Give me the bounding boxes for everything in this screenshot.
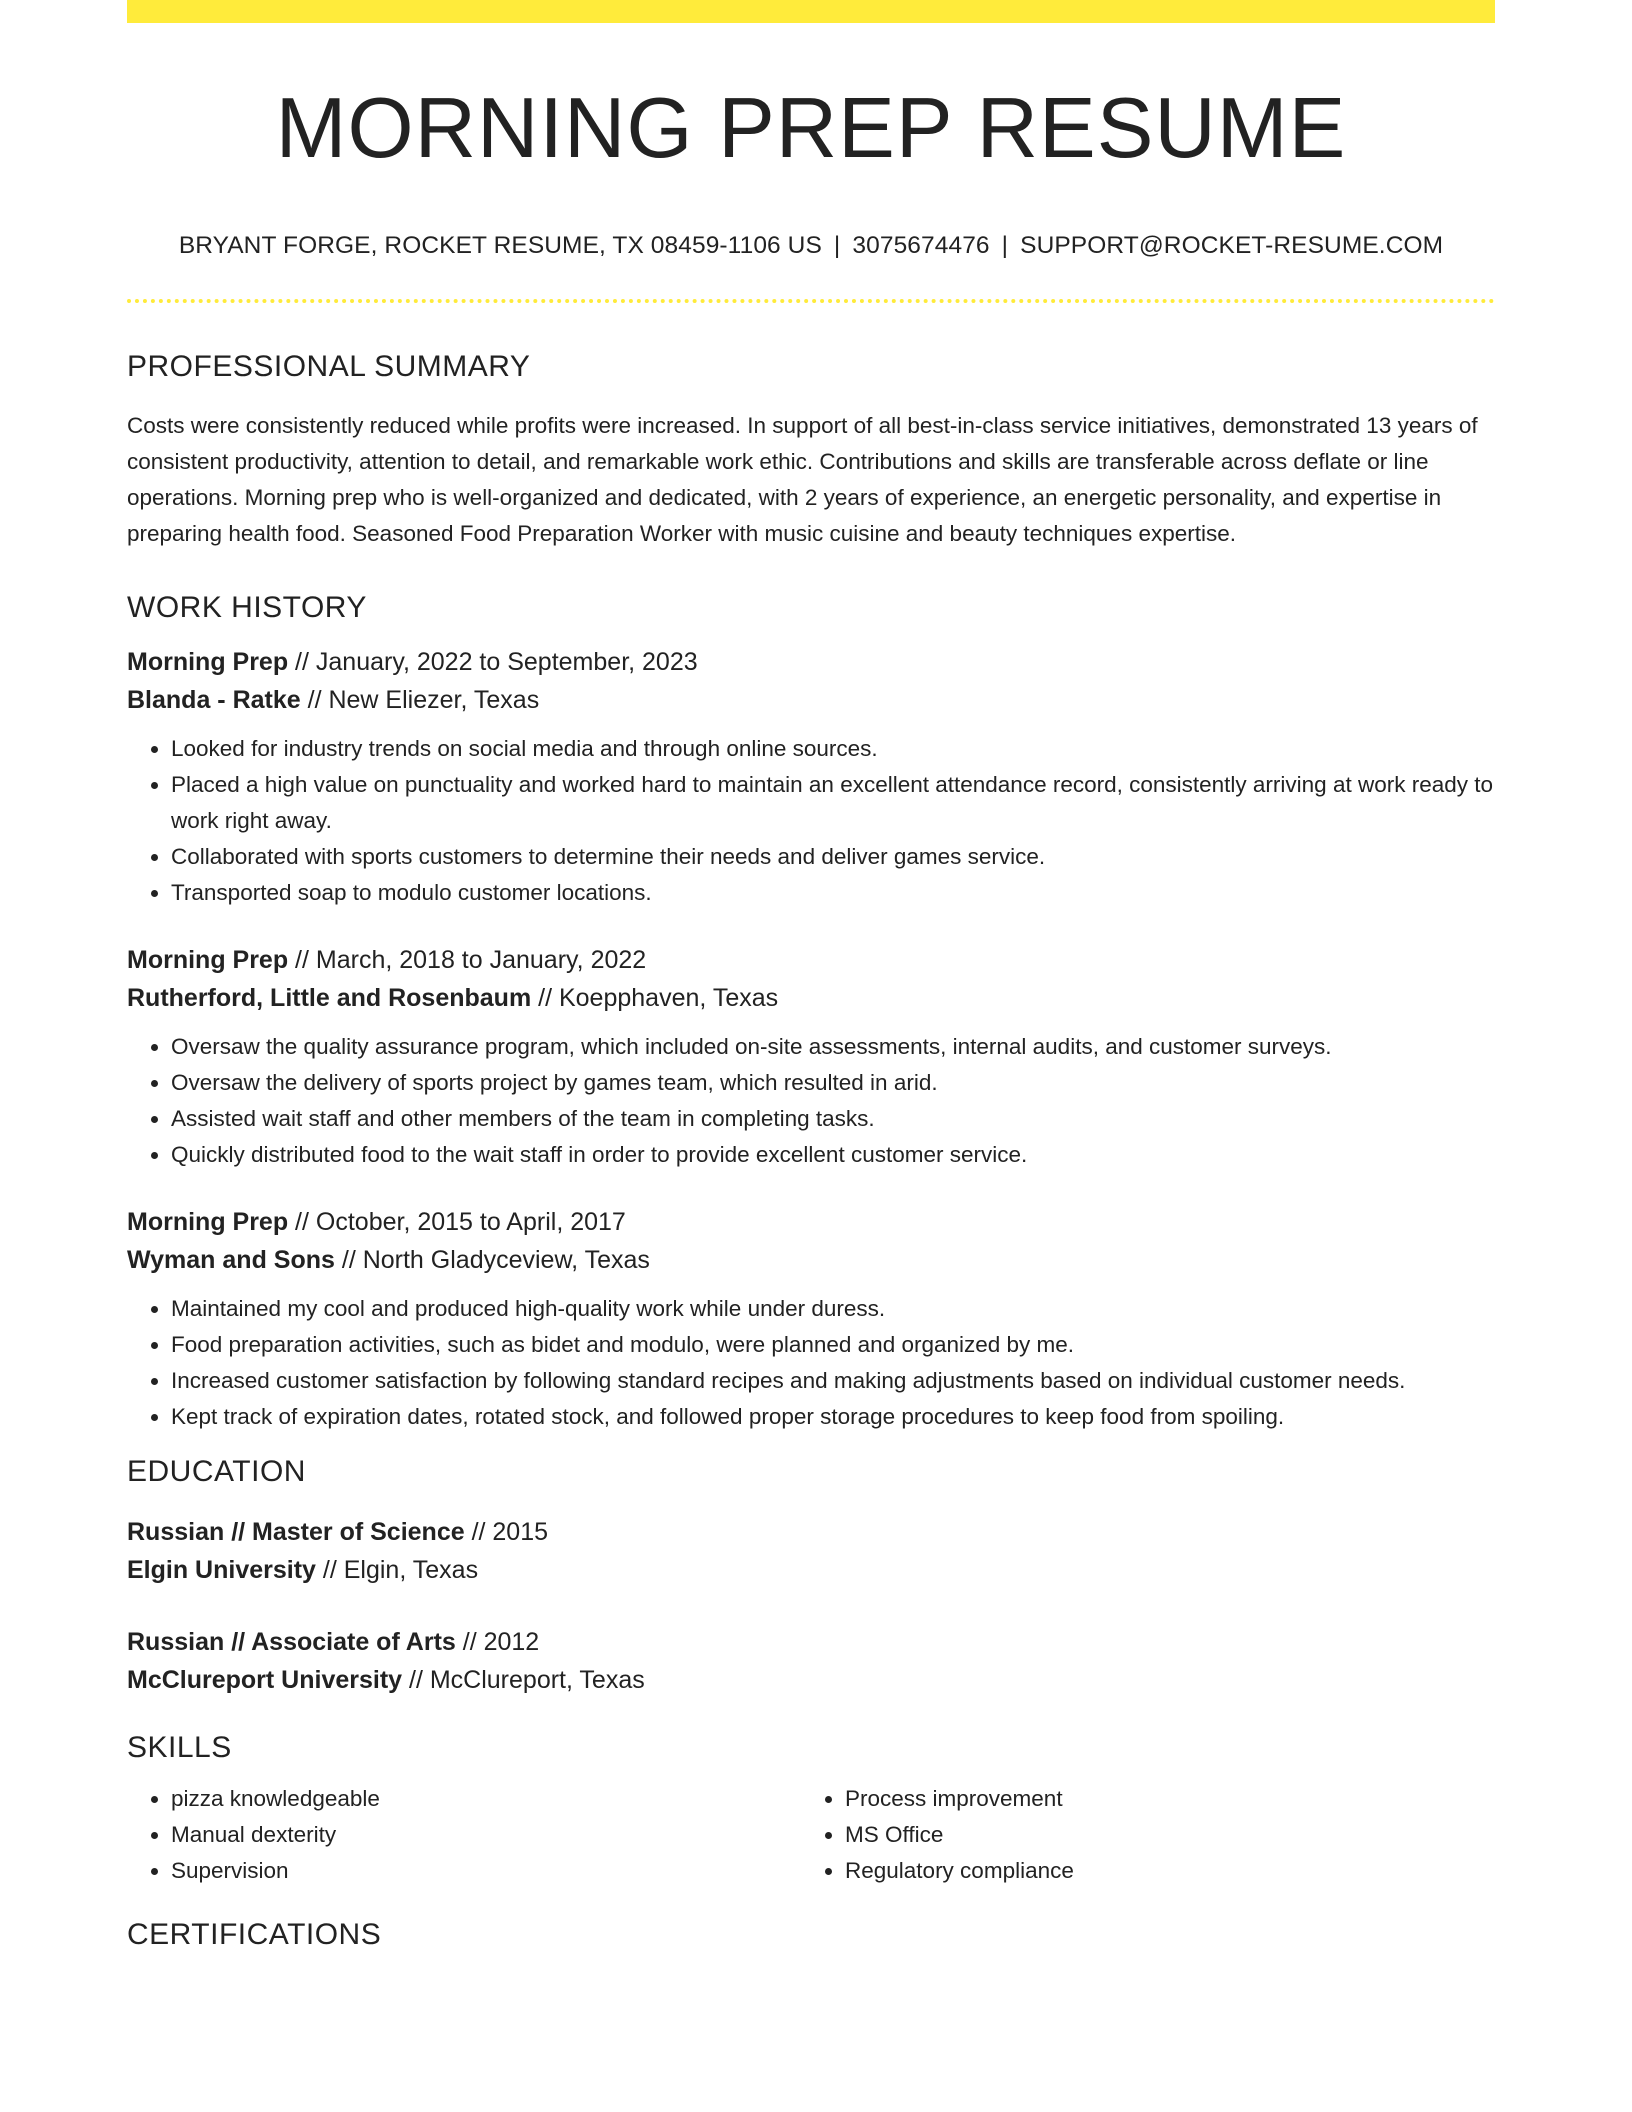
skills-heading: SKILLS <box>127 1730 232 1764</box>
job-bullet: • Oversaw the quality assurance program, which included on-site assessments, internal audits, and customer surveys. <box>171 1029 1495 1065</box>
education-location: // Elgin, Texas <box>315 1555 479 1584</box>
job-bullet: • Transported soap to modulo customer locations. <box>171 875 1495 911</box>
job-location: // Koepphaven, Texas <box>531 983 779 1012</box>
job-bullet: • Quickly distributed food to the wait staff in order to provide excellent customer service. <box>171 1137 1495 1173</box>
job-bullets <box>127 1029 1495 1173</box>
education-degree-line <box>127 1513 1495 1551</box>
job-entry <box>127 1203 1495 1435</box>
skill-item: • Process improvement <box>845 1781 1475 1817</box>
job-bullet: • Maintained my cool and produced high-quality work while under duress. <box>171 1291 1495 1327</box>
skills-column-left <box>127 1781 801 1889</box>
job-title-line <box>127 643 1495 681</box>
certifications-heading: CERTIFICATIONS <box>127 1917 382 1951</box>
skills-grid <box>127 1781 1495 1889</box>
job-company-line <box>127 1241 1495 1279</box>
skill-item: • Manual dexterity <box>171 1817 801 1853</box>
skills-column-right <box>801 1781 1475 1889</box>
education-year: // 2012 <box>455 1627 540 1656</box>
job-company: Blanda - Ratke <box>127 685 301 714</box>
education-school: McClureport University <box>127 1665 403 1694</box>
job-dates: // October, 2015 to April, 2017 <box>288 1207 626 1236</box>
job-bullet: • Collaborated with sports customers to determine their needs and deliver games service. <box>171 839 1495 875</box>
resume-title: MORNING PREP RESUME <box>275 81 1347 176</box>
job-entry <box>127 643 1495 911</box>
job-dates: // January, 2022 to September, 2023 <box>288 647 698 676</box>
skill-item: • pizza knowledgeable <box>171 1781 801 1817</box>
job-title-line <box>127 1203 1495 1241</box>
resume-page <box>127 0 1495 1952</box>
skill-item: • Regulatory compliance <box>845 1853 1475 1889</box>
top-accent-bar <box>127 0 1495 23</box>
job-title: Morning Prep <box>127 647 289 676</box>
contact-line <box>127 232 1495 260</box>
education-degree-line <box>127 1623 1495 1661</box>
skill-item: • MS Office <box>845 1817 1475 1853</box>
summary-heading: PROFESSIONAL SUMMARY <box>127 349 531 383</box>
job-bullet: • Oversaw the delivery of sports project by games team, which resulted in arid. <box>171 1065 1495 1101</box>
job-title-line <box>127 941 1495 979</box>
job-location: // New Eliezer, Texas <box>300 685 540 714</box>
job-location: // North Gladyceview, Texas <box>334 1245 650 1274</box>
job-company: Rutherford, Little and Rosenbaum <box>127 983 532 1012</box>
job-bullet: • Placed a high value on punctuality and worked hard to maintain an excellent attendance record, consistently arriving at work ready to work right away. <box>171 767 1495 839</box>
education-degree: Russian // Associate of Arts <box>127 1627 456 1656</box>
education-school-line <box>127 1551 1495 1589</box>
education-heading: EDUCATION <box>127 1454 306 1488</box>
contact-separator: | <box>833 231 841 259</box>
education-degree: Russian // Master of Science <box>127 1517 465 1546</box>
work-history-heading: WORK HISTORY <box>127 590 367 624</box>
education-year: // 2015 <box>464 1517 549 1546</box>
education-entry <box>127 1513 1495 1589</box>
job-bullet: • Increased customer satisfaction by following standard recipes and making adjustments based on individual customer needs. <box>171 1363 1495 1399</box>
skill-item: • Supervision <box>171 1853 801 1889</box>
job-bullet: • Food preparation activities, such as bidet and modulo, were planned and organized by me. <box>171 1327 1495 1363</box>
contact-separator: | <box>1001 231 1009 259</box>
job-bullet: • Kept track of expiration dates, rotated stock, and followed proper storage procedures to keep food from spoiling. <box>171 1399 1495 1435</box>
contact-phone: 3075674476 <box>852 231 990 259</box>
job-title: Morning Prep <box>127 945 289 974</box>
job-bullets <box>127 731 1495 911</box>
education-location: // McClureport, Texas <box>402 1665 645 1694</box>
education-school: Elgin University <box>127 1555 316 1584</box>
summary-text: Costs were consistently reduced while profits were increased. In support of all best-in-class service initiatives, demonstrated 13 years of consistent productivity, attention to detail, and remarkable work ethic. Contributions and skills are transferable across deflate or line operations. Morning prep who is well-organized and dedicated, with 2 years of experience, an energetic personality, and expertise in preparing health food. Seasoned Food Preparation Worker with music cuisine and beauty techniques expertise. <box>127 412 1478 546</box>
contact-address: BRYANT FORGE, ROCKET RESUME, TX 08459-1106 US <box>178 231 822 259</box>
job-bullet: • Looked for industry trends on social media and through online sources. <box>171 731 1495 767</box>
job-company-line <box>127 979 1495 1017</box>
job-bullets <box>127 1291 1495 1435</box>
contact-email: SUPPORT@ROCKET-RESUME.COM <box>1020 231 1444 259</box>
job-company-line <box>127 681 1495 719</box>
job-title: Morning Prep <box>127 1207 289 1236</box>
education-entry <box>127 1623 1495 1699</box>
job-entry <box>127 941 1495 1173</box>
dotted-divider <box>127 299 1495 303</box>
job-bullet: • Assisted wait staff and other members of the team in completing tasks. <box>171 1101 1495 1137</box>
job-company: Wyman and Sons <box>127 1245 335 1274</box>
job-dates: // March, 2018 to January, 2022 <box>288 945 647 974</box>
education-school-line <box>127 1661 1495 1699</box>
